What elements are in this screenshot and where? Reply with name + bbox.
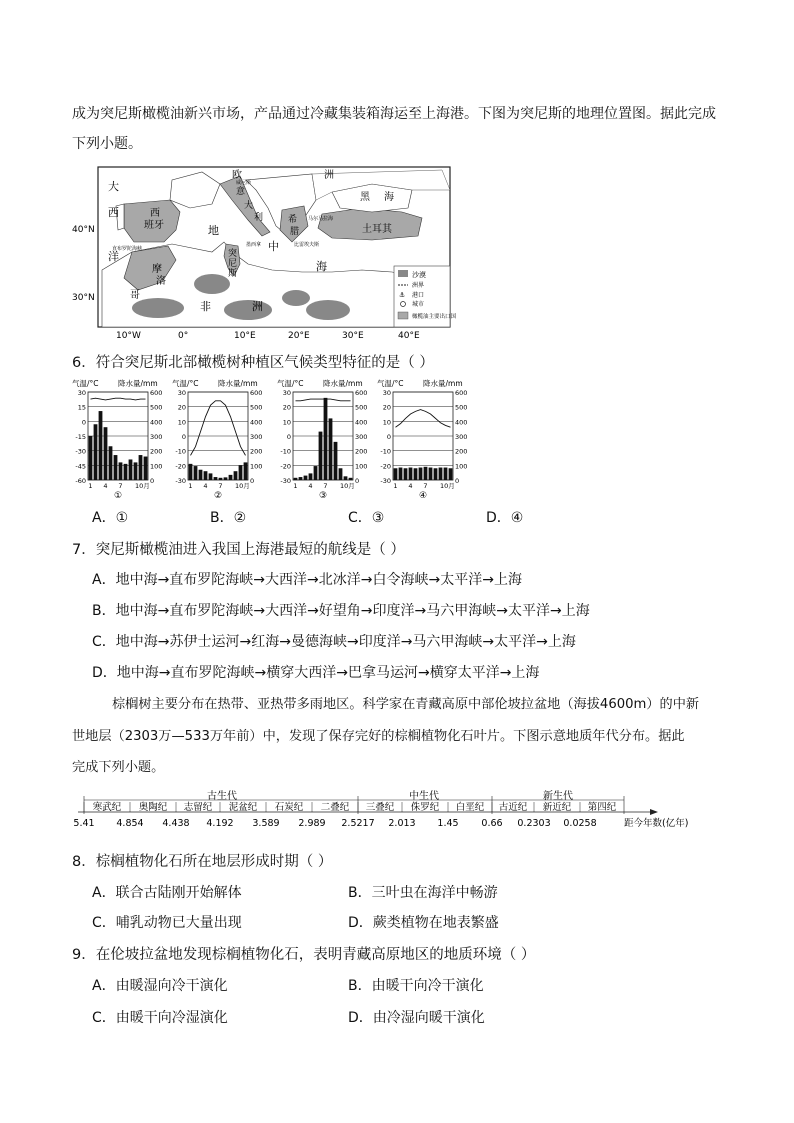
period-label: 泥盆纪 bbox=[228, 802, 258, 813]
map-label: 利 bbox=[254, 213, 264, 223]
right-tick: 200 bbox=[150, 447, 163, 456]
map-label: 洲 bbox=[324, 170, 334, 181]
left-tick: -10 bbox=[175, 447, 186, 456]
timeline-arrow bbox=[650, 809, 658, 815]
precip-bar bbox=[344, 476, 348, 480]
map-label: 斯 bbox=[228, 269, 238, 279]
precip-bar bbox=[199, 470, 203, 480]
map-label: 尼 bbox=[228, 259, 238, 269]
q9-option-a[interactable]: A．由暖湿向冷干演化 bbox=[92, 978, 228, 994]
precip-bar bbox=[294, 478, 298, 480]
right-tick: 0 bbox=[250, 477, 255, 485]
q9-option-d[interactable]: D．由冷湿向暖干演化 bbox=[348, 1010, 485, 1026]
left-tick: -30 bbox=[175, 477, 186, 485]
precip-axis-label: 降水量/mm bbox=[118, 379, 158, 388]
left-tick: 30 bbox=[177, 389, 186, 397]
precip-bar bbox=[424, 467, 428, 480]
age-label: 4.854 bbox=[116, 818, 144, 829]
right-tick: 400 bbox=[250, 418, 263, 427]
precip-bar bbox=[329, 418, 333, 480]
left-tick: -20 bbox=[380, 462, 391, 471]
chart-number: ② bbox=[213, 491, 223, 500]
map-label: 大 bbox=[108, 180, 119, 193]
precip-bar bbox=[319, 432, 323, 480]
age-label: 2.5217 bbox=[341, 818, 375, 829]
right-tick: 100 bbox=[355, 462, 368, 471]
desert-5 bbox=[306, 300, 350, 320]
right-tick: 400 bbox=[355, 418, 368, 427]
x-tick: 4 bbox=[308, 482, 313, 490]
age-label: 4.438 bbox=[162, 818, 190, 829]
right-tick: 100 bbox=[150, 462, 163, 471]
desert-2 bbox=[194, 274, 230, 294]
left-tick: 30 bbox=[77, 389, 86, 397]
chart-number: ① bbox=[113, 491, 123, 500]
right-tick: 200 bbox=[355, 447, 368, 456]
legend-text: 城市 bbox=[412, 301, 425, 308]
precip-bar bbox=[139, 455, 143, 480]
x-tick: 1 bbox=[188, 482, 193, 490]
period-label: 古近纪 bbox=[498, 802, 528, 813]
precip-bar bbox=[109, 446, 113, 480]
right-tick: 500 bbox=[150, 403, 163, 412]
precip-bar bbox=[244, 462, 248, 480]
precip-bar bbox=[309, 473, 313, 480]
right-tick: 0 bbox=[455, 477, 460, 485]
desert-4 bbox=[282, 290, 310, 306]
left-tick: -15 bbox=[75, 433, 86, 441]
legend-text: 洲界 bbox=[412, 282, 425, 289]
x-tick: 7 bbox=[323, 482, 328, 490]
right-tick: 600 bbox=[455, 389, 468, 397]
left-tick: 15 bbox=[77, 403, 86, 412]
port-icon: ⚓ bbox=[399, 291, 406, 299]
right-tick: 100 bbox=[455, 462, 468, 471]
age-label: 2.989 bbox=[298, 818, 326, 829]
map-label: 中 bbox=[268, 240, 279, 253]
precip-axis-label: 降水量/mm bbox=[423, 379, 463, 388]
q6-stem: 6．符合突尼斯北部橄榄树种植区气候类型特征的是（ ） bbox=[72, 355, 434, 371]
left-tick: -10 bbox=[280, 447, 291, 456]
q7-stem: 7．突尼斯橄榄油进入我国上海港最短的航线是（ ） bbox=[72, 542, 405, 558]
left-tick: -10 bbox=[380, 447, 391, 456]
age-unit-label: 距今年数(亿年) bbox=[624, 818, 689, 829]
q8-option-c[interactable]: C．哺乳动物已大量出现 bbox=[92, 915, 242, 931]
q9-stem: 9．在伦坡拉盆地发现棕榈植物化石，表明青藏高原地区的地质环境（ ） bbox=[72, 947, 536, 963]
lon-label: 30°E bbox=[342, 331, 364, 340]
map-label: 西 bbox=[150, 208, 160, 219]
map-label: 比雷埃夫斯 bbox=[294, 242, 320, 248]
lon-label: 10°W bbox=[116, 331, 141, 340]
period-label: 寒武纪 bbox=[92, 802, 122, 813]
era-label: 古生代 bbox=[207, 791, 237, 802]
right-tick: 600 bbox=[250, 389, 263, 397]
age-label: 0.0258 bbox=[563, 818, 597, 829]
map-label: 海 bbox=[384, 192, 394, 203]
right-tick: 300 bbox=[355, 433, 368, 441]
q7-option-d[interactable]: D．地中海→直布罗陀海峡→横穿大西洋→巴拿马运河→横穿太平洋→上海 bbox=[92, 665, 540, 681]
left-tick: 0 bbox=[286, 433, 291, 441]
q7-option-a[interactable]: A．地中海→直布罗陀海峡→大西洋→北冰洋→白令海峡→太平洋→上海 bbox=[92, 572, 522, 588]
precip-bar bbox=[299, 477, 303, 480]
left-tick: 20 bbox=[282, 403, 291, 412]
right-tick: 200 bbox=[455, 447, 468, 456]
map-label: 哥 bbox=[130, 290, 140, 301]
age-label: 4.192 bbox=[206, 818, 234, 829]
x-tick: 1 bbox=[393, 482, 398, 490]
temp-axis-label: 气温/°C bbox=[172, 379, 199, 388]
map-label: 意 bbox=[236, 187, 246, 197]
precip-bar bbox=[419, 468, 423, 480]
precip-axis-label: 降水量/mm bbox=[218, 379, 258, 388]
lat-label: 40°N bbox=[72, 225, 95, 235]
chart-number: ④ bbox=[418, 491, 428, 500]
q9-option-c[interactable]: C．由暖干向冷湿演化 bbox=[92, 1010, 228, 1026]
map-label: 班牙 bbox=[144, 220, 164, 231]
passage2-line-1: 棕榈树主要分布在热带、亚热带多雨地区。科学家在青藏高原中部伦坡拉盆地（海拔4600m）的中新 bbox=[112, 697, 700, 712]
precip-axis-label: 降水量/mm bbox=[323, 379, 363, 388]
left-tick: 20 bbox=[382, 403, 391, 412]
map-label: 地 bbox=[208, 224, 219, 237]
passage2-line-3: 完成下列小题。 bbox=[72, 760, 165, 775]
period-label: 三叠纪 bbox=[365, 802, 395, 813]
map-label: 腊 bbox=[290, 227, 300, 237]
precip-bar bbox=[339, 468, 343, 480]
right-tick: 300 bbox=[150, 433, 163, 441]
map-label: 洛 bbox=[156, 276, 166, 287]
precip-bar bbox=[449, 468, 453, 480]
right-tick: 300 bbox=[455, 433, 468, 441]
temp-axis-label: 气温/°C bbox=[377, 379, 404, 388]
export-legend-swatch bbox=[398, 312, 408, 319]
q8-option-a[interactable]: A．联合古陆刚开始解体 bbox=[92, 885, 242, 901]
q8-option-d[interactable]: D．蕨类植物在地表繁盛 bbox=[348, 915, 499, 931]
age-label: 1.45 bbox=[437, 818, 459, 829]
map-label: 摩 bbox=[152, 264, 162, 275]
age-label: 0.2303 bbox=[517, 818, 551, 829]
precip-bar bbox=[214, 477, 218, 480]
x-tick: 1 bbox=[293, 482, 298, 490]
right-tick: 600 bbox=[355, 389, 368, 397]
intro-line-1: 成为突尼斯橄榄油新兴市场，产品通过冷藏集装箱海运至上海港。下图为突尼斯的地理位置图。据此完成 bbox=[72, 106, 716, 122]
precip-bar bbox=[234, 471, 238, 480]
precip-bar bbox=[409, 468, 413, 480]
q6-option-d[interactable]: D．④ bbox=[486, 510, 524, 526]
q9-option-b[interactable]: B．由暖干向冷干演化 bbox=[348, 978, 484, 994]
period-label: 新近纪 bbox=[542, 802, 572, 813]
precip-bar bbox=[314, 466, 318, 480]
left-tick: 0 bbox=[386, 433, 391, 441]
x-tick: 10月 bbox=[440, 482, 455, 490]
precip-bar bbox=[144, 457, 148, 480]
x-tick: 7 bbox=[118, 482, 123, 490]
left-tick: -30 bbox=[380, 477, 391, 485]
tunisia-location-map bbox=[72, 160, 472, 340]
precip-bar bbox=[229, 475, 233, 480]
right-tick: 400 bbox=[150, 418, 163, 427]
q6-option-b[interactable]: B．② bbox=[210, 510, 247, 526]
x-tick: 4 bbox=[203, 482, 208, 490]
right-tick: 500 bbox=[250, 403, 263, 412]
precip-bar bbox=[334, 442, 338, 480]
right-tick: 100 bbox=[250, 462, 263, 471]
precip-bar bbox=[304, 476, 308, 480]
era-label: 中生代 bbox=[409, 791, 439, 802]
period-label: 白垩纪 bbox=[455, 802, 485, 813]
map-label: 威尼斯 bbox=[236, 180, 252, 186]
left-tick: -20 bbox=[280, 462, 291, 471]
x-tick: 10月 bbox=[235, 482, 250, 490]
precip-bar bbox=[239, 465, 243, 480]
left-tick: 0 bbox=[181, 433, 186, 441]
right-tick: 500 bbox=[355, 403, 368, 412]
left-tick: 30 bbox=[382, 389, 391, 397]
precip-bar bbox=[224, 477, 228, 480]
left-tick: 0 bbox=[81, 418, 86, 427]
x-tick: 7 bbox=[218, 482, 223, 490]
passage2-line-2: 世地层（2303万—533万年前）中，发现了保存完好的棕榈植物化石叶片。下图示意地质年代分布。据此 bbox=[72, 729, 685, 744]
right-tick: 0 bbox=[355, 477, 360, 485]
chart-number: ③ bbox=[318, 491, 328, 500]
precip-bar bbox=[399, 468, 403, 480]
temp-axis-label: 气温/°C bbox=[72, 379, 99, 388]
desert-1 bbox=[132, 298, 184, 318]
age-label: 0.66 bbox=[481, 818, 503, 829]
desert-legend-swatch bbox=[398, 270, 408, 277]
legend-text: 橄榄油主要出口国 bbox=[412, 314, 457, 320]
left-tick: -30 bbox=[75, 447, 86, 456]
precip-bar bbox=[414, 468, 418, 480]
period-label: 二叠纪 bbox=[320, 802, 350, 813]
age-label: 2.013 bbox=[388, 818, 416, 829]
right-tick: 400 bbox=[455, 418, 468, 427]
period-label: 志留纪 bbox=[183, 802, 213, 813]
precip-bar bbox=[89, 436, 93, 480]
x-tick: 4 bbox=[103, 482, 108, 490]
left-tick: 10 bbox=[282, 418, 291, 427]
lon-label: 0° bbox=[178, 331, 189, 340]
right-tick: 300 bbox=[250, 433, 263, 441]
right-tick: 600 bbox=[150, 389, 163, 397]
left-tick: 20 bbox=[177, 403, 186, 412]
x-tick: 10月 bbox=[135, 482, 150, 490]
age-label: 5.41 bbox=[73, 818, 95, 829]
precip-bar bbox=[124, 464, 128, 480]
climate-charts bbox=[72, 378, 482, 500]
precip-bar bbox=[94, 424, 98, 480]
precip-bar bbox=[429, 468, 433, 480]
period-label: 奥陶纪 bbox=[138, 802, 168, 813]
legend-text: 港口 bbox=[412, 292, 425, 299]
precip-bar bbox=[349, 478, 353, 480]
legend-text: 沙漠 bbox=[412, 271, 426, 279]
precip-bar bbox=[194, 466, 198, 480]
left-tick: 30 bbox=[282, 389, 291, 397]
map-label: 希 bbox=[288, 215, 298, 225]
x-tick: 7 bbox=[423, 482, 428, 490]
period-label: 侏罗纪 bbox=[410, 802, 440, 813]
map-label: 直布罗陀海峡 bbox=[112, 246, 143, 252]
x-tick: 1 bbox=[88, 482, 93, 490]
map-label: 大 bbox=[244, 201, 254, 211]
lon-label: 40°E bbox=[398, 331, 420, 340]
precip-bar bbox=[134, 462, 138, 480]
precip-bar bbox=[129, 459, 133, 480]
geologic-timeline bbox=[72, 790, 712, 838]
precip-bar bbox=[114, 455, 118, 480]
right-tick: 500 bbox=[455, 403, 468, 412]
precip-bar bbox=[119, 462, 123, 480]
map-label: 欧 bbox=[232, 170, 242, 181]
precip-bar bbox=[99, 411, 103, 480]
precip-bar bbox=[219, 478, 223, 480]
lat-label: 30°N bbox=[72, 293, 95, 303]
map-label: 黑 bbox=[360, 192, 370, 203]
intro-line-2: 下列小题。 bbox=[72, 136, 142, 152]
left-tick: 10 bbox=[382, 418, 391, 427]
map-label: 西 bbox=[108, 206, 119, 219]
map-label: 海 bbox=[316, 260, 327, 273]
precip-bar bbox=[404, 468, 408, 480]
precip-bar bbox=[444, 468, 448, 480]
precip-bar bbox=[394, 468, 398, 480]
q6-option-c[interactable]: C．③ bbox=[348, 510, 385, 526]
x-tick: 10月 bbox=[340, 482, 355, 490]
age-label: 3.589 bbox=[252, 818, 280, 829]
precip-bar bbox=[324, 398, 328, 480]
map-label: 墨西拿 bbox=[246, 242, 262, 248]
precip-bar bbox=[204, 471, 208, 480]
q8-option-b[interactable]: B．三叶虫在海洋中畅游 bbox=[348, 885, 498, 901]
left-tick: -20 bbox=[175, 462, 186, 471]
map-label: 洋 bbox=[108, 250, 119, 263]
map-label: 马尔马拉海 bbox=[308, 216, 334, 222]
precip-bar bbox=[189, 464, 193, 480]
precip-bar bbox=[104, 427, 108, 480]
desert-3 bbox=[224, 300, 272, 320]
period-label: 石炭纪 bbox=[274, 802, 304, 813]
lon-label: 10°E bbox=[234, 331, 256, 340]
map-label: 非 bbox=[200, 300, 211, 313]
precip-bar bbox=[209, 473, 213, 480]
map-label: 土耳其 bbox=[362, 224, 392, 235]
precip-bar bbox=[439, 468, 443, 480]
lon-label: 20°E bbox=[288, 331, 310, 340]
map-label: 突 bbox=[228, 249, 238, 259]
temp-axis-label: 气温/°C bbox=[277, 379, 304, 388]
q8-stem: 8．棕榈植物化石所在地层形成时期（ ） bbox=[72, 854, 333, 870]
q7-option-c[interactable]: C．地中海→苏伊士运河→红海→曼德海峡→印度洋→马六甲海峡→太平洋→上海 bbox=[92, 634, 576, 650]
era-label: 新生代 bbox=[543, 791, 573, 802]
period-label: 第四纪 bbox=[587, 802, 617, 813]
x-tick: 4 bbox=[408, 482, 413, 490]
map-label: 洲 bbox=[252, 300, 263, 313]
left-tick: -30 bbox=[280, 477, 291, 485]
left-tick: -45 bbox=[75, 462, 86, 471]
right-tick: 0 bbox=[150, 477, 155, 485]
q6-option-a[interactable]: A．① bbox=[92, 510, 129, 526]
q7-option-b[interactable]: B．地中海→直布罗陀海峡→大西洋→好望角→印度洋→马六甲海峡→太平洋→上海 bbox=[92, 603, 590, 619]
right-tick: 200 bbox=[250, 447, 263, 456]
precip-bar bbox=[434, 468, 438, 480]
left-tick: -60 bbox=[75, 477, 86, 485]
left-tick: 10 bbox=[177, 418, 186, 427]
